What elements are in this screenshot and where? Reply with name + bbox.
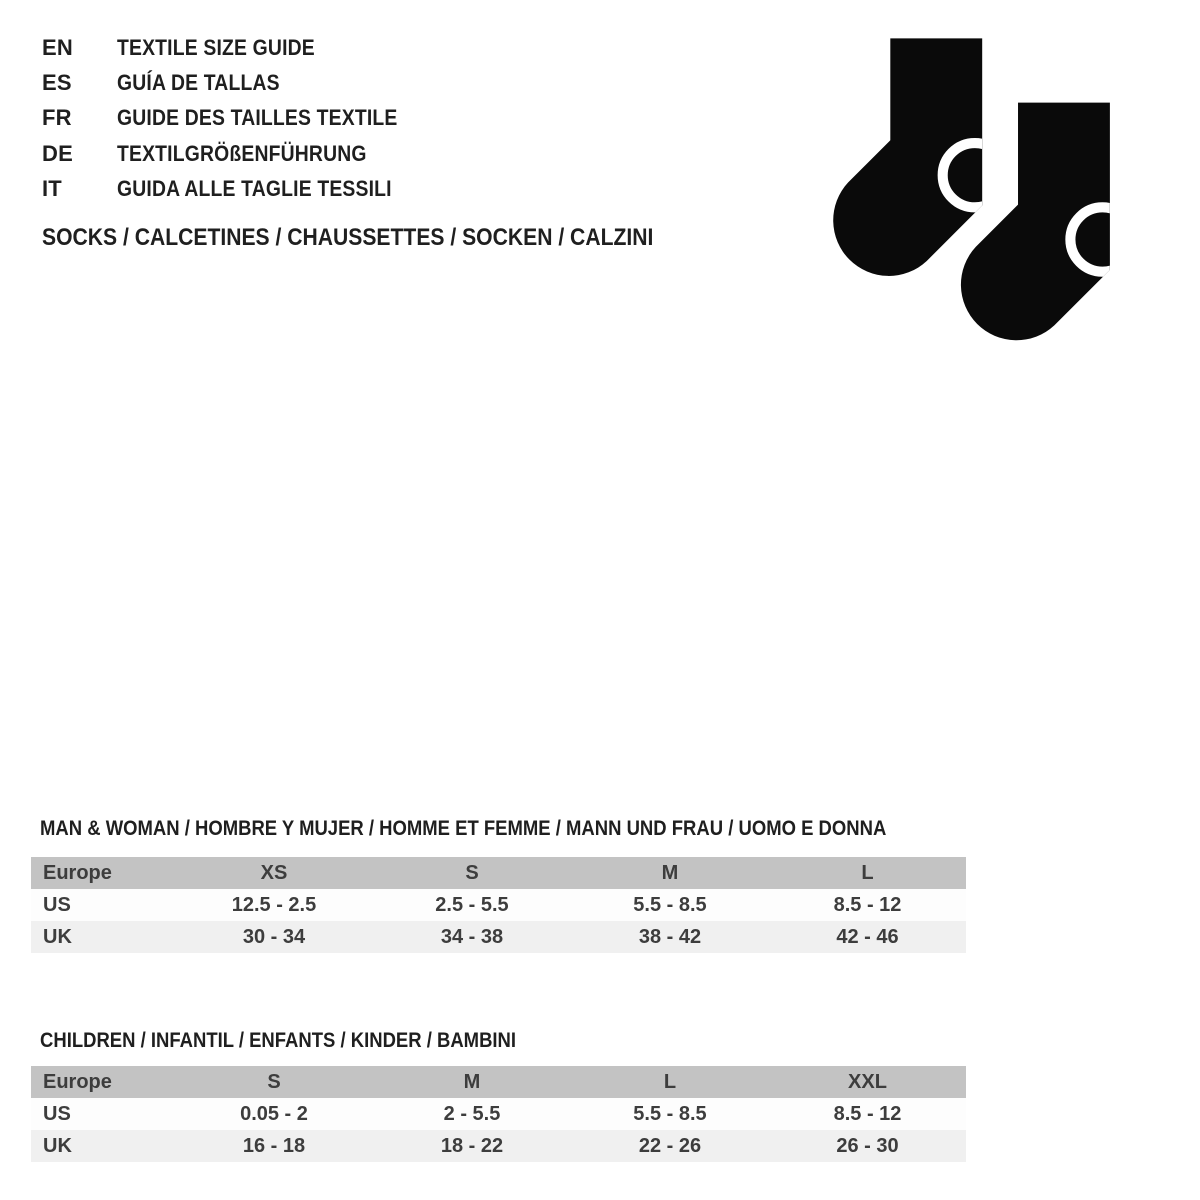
- language-title: TEXTILE SIZE GUIDE: [117, 34, 315, 60]
- table-row-uk: [31, 1130, 966, 1162]
- table-title-children: CHILDREN / INFANTIL / ENFANTS / KINDER / BAMBINI: [40, 1029, 517, 1052]
- row-label: US: [43, 1102, 71, 1125]
- language-title: TEXTILGRÖßENFÜHRUNG: [117, 140, 367, 166]
- language-code: DE: [42, 140, 73, 166]
- column-header-size: XS: [260, 861, 288, 884]
- size-value: 42 - 46: [836, 925, 899, 948]
- row-label: UK: [43, 925, 72, 948]
- language-list: [42, 30, 436, 207]
- size-value: 16 - 18: [242, 1134, 306, 1157]
- sock-right: [961, 103, 1120, 341]
- language-row-fr: [42, 101, 436, 136]
- size-value: 38 - 42: [638, 925, 702, 948]
- table-header-row: [31, 1066, 966, 1098]
- column-header-size: S: [267, 1070, 281, 1093]
- row-label: UK: [43, 1134, 72, 1157]
- table-row-us: [31, 1098, 966, 1130]
- sock-left: [833, 38, 1007, 276]
- size-table-children: [31, 1066, 966, 1162]
- language-title: GUÍA DE TALLAS: [117, 70, 280, 96]
- product-category-title: SOCKS / CALCETINES / CHAUSSETTES / SOCKEN / CALZINI: [42, 224, 654, 251]
- size-value: 12.5 - 2.5: [231, 893, 317, 916]
- language-row-es: [42, 65, 436, 100]
- column-header-size: XXL: [848, 1070, 887, 1093]
- column-header-size: S: [465, 861, 479, 884]
- column-header-size: L: [861, 861, 874, 884]
- size-value: 8.5 - 12: [833, 1102, 902, 1125]
- size-value: 30 - 34: [242, 925, 306, 948]
- language-title: GUIDA ALLE TAGLIE TESSILI: [117, 176, 392, 202]
- language-code: IT: [42, 176, 62, 202]
- table-row-uk: [31, 921, 966, 953]
- language-row-de: [42, 136, 436, 171]
- language-row-it: [42, 172, 436, 207]
- table-row-us: [31, 889, 966, 921]
- size-value: 34 - 38: [440, 925, 504, 948]
- size-value: 2.5 - 5.5: [435, 893, 509, 916]
- language-code: ES: [42, 70, 72, 96]
- column-header-size: L: [663, 1070, 677, 1093]
- column-header-size: M: [661, 861, 679, 884]
- size-value: 5.5 - 8.5: [633, 1102, 707, 1125]
- language-title: GUIDE DES TAILLES TEXTILE: [117, 105, 398, 131]
- size-value: 0.05 - 2: [240, 1102, 308, 1125]
- column-header-region: Europe: [43, 1070, 112, 1093]
- size-value: 22 - 26: [638, 1134, 702, 1157]
- size-value: 2 - 5.5: [443, 1102, 501, 1125]
- size-table-man-woman: [31, 857, 966, 953]
- table-header-row: [31, 857, 966, 889]
- table-title-man-woman: MAN & WOMAN / HOMBRE Y MUJER / HOMME ET FEMME / MANN UND FRAU / UOMO E DONNA: [40, 817, 887, 840]
- language-code: FR: [42, 105, 72, 131]
- row-label: US: [43, 893, 71, 916]
- socks-icon: [826, 38, 1120, 351]
- size-value: 26 - 30: [836, 1134, 899, 1157]
- size-value: 18 - 22: [440, 1134, 504, 1157]
- column-header-region: Europe: [43, 861, 112, 884]
- size-value: 5.5 - 8.5: [633, 893, 707, 916]
- language-code: EN: [42, 34, 73, 60]
- size-value: 8.5 - 12: [833, 893, 902, 916]
- column-header-size: M: [463, 1070, 481, 1093]
- language-row-en: [42, 30, 436, 65]
